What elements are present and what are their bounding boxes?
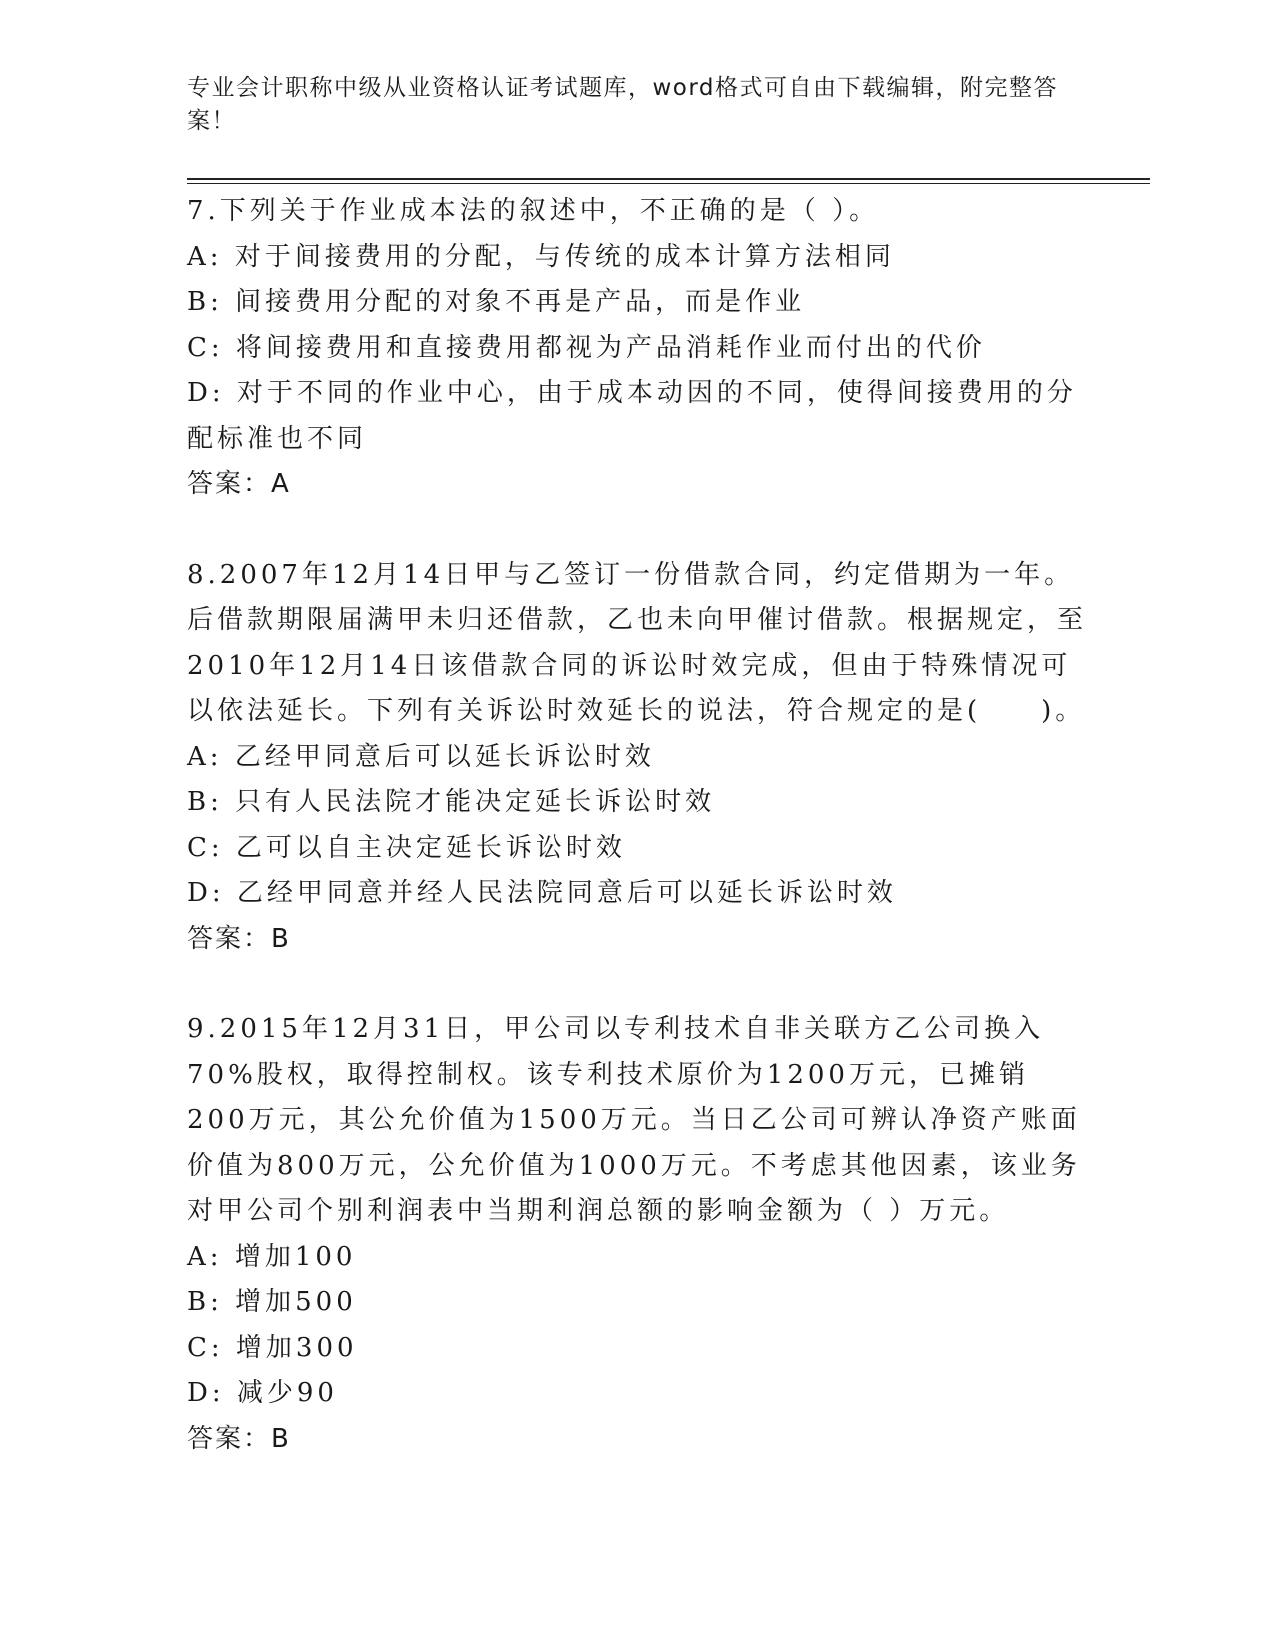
option-text: 只有人民法院才能决定延长诉讼时效 [235, 787, 716, 817]
option-letter: D: [187, 1378, 225, 1408]
option-c [187, 326, 1087, 372]
option-text: 将间接费用和直接费用都视为产品消耗作业而付出的代价 [235, 332, 986, 363]
option-text: 增加300 [235, 1332, 358, 1363]
option-d [187, 1371, 1087, 1417]
option-letter: B: [187, 287, 223, 317]
option-text: 减少90 [236, 1378, 338, 1408]
option-letter: C: [187, 832, 224, 863]
option-text: 乙经甲同意后可以延长诉讼时效 [234, 741, 655, 772]
option-text: 对于间接费用的分配，与传统的成本计算方法相同 [234, 241, 895, 272]
option-letter: B: [187, 787, 223, 817]
option-letter: A: [187, 241, 223, 272]
header-rule-thick [187, 178, 1150, 180]
option-text: 乙经甲同意并经人民法院同意后可以延长诉讼时效 [236, 878, 897, 908]
option-text: 增加500 [235, 1287, 357, 1317]
answer-line: 答案：A [187, 469, 291, 499]
question-7 [187, 189, 1087, 508]
option-text: 间接费用分配的对象不再是产品，而是作业 [235, 287, 806, 317]
option-a [187, 1235, 1087, 1281]
answer-line: 答案：B [187, 1423, 291, 1454]
question-stem: 7.下列关于作业成本法的叙述中，不正确的是（ ）。 [187, 196, 880, 226]
option-letter: D: [187, 378, 225, 408]
option-text: 增加100 [234, 1241, 357, 1272]
option-c [187, 1326, 1087, 1372]
question-8 [187, 553, 1087, 963]
option-c [187, 826, 1087, 872]
header-rule-thin [187, 183, 1150, 184]
option-d [187, 371, 1087, 462]
answer-line: 答案：B [187, 923, 291, 954]
option-text: 乙可以自主决定延长诉讼时效 [235, 832, 626, 863]
option-b [187, 1280, 1087, 1326]
question-stem: 9.2015年12月31日，甲公司以专利技术自非关联方乙公司换入70%股权，取得控制权。该专利技术原价为1200万元，已摊销200万元，其公允价值为1500万元。当日乙公司可辨认净资产账面价值为800万元，公允价值为1000万元。不考虑其他因素，该业务对甲公司个别利润表中当期利润总额的影响金额为（ ）万元。 [187, 1014, 1081, 1226]
question-stem: 8.2007年12月14日甲与乙签订一份借款合同，约定借期为一年。后借款期限届满甲未归还借款，乙也未向甲催讨借款。根据规定，至2010年12月14日该借款合同的诉讼时效完成，但由于特殊情况可以依法延长。下列有关诉讼时效延长的说法，符合规定的是( )。 [187, 559, 1088, 726]
header-text: 专业会计职称中级从业资格认证考试题库，word格式可自由下载编辑，附完整答案！ [187, 75, 1059, 134]
option-letter: A: [187, 1241, 223, 1272]
document-header [187, 72, 1067, 138]
question-9 [187, 1007, 1087, 1462]
option-letter: D: [187, 878, 225, 908]
option-b [187, 780, 1087, 826]
question-list [187, 189, 1087, 1462]
option-d [187, 871, 1087, 917]
option-letter: B: [187, 1287, 223, 1317]
option-letter: A: [187, 741, 223, 772]
option-letter: C: [187, 332, 224, 363]
option-a [187, 735, 1087, 781]
option-letter: C: [187, 1332, 224, 1363]
option-text: 对于不同的作业中心，由于成本动因的不同，使得间接费用的分配标准也不同 [187, 378, 1077, 454]
option-a [187, 235, 1087, 281]
option-b [187, 280, 1087, 326]
